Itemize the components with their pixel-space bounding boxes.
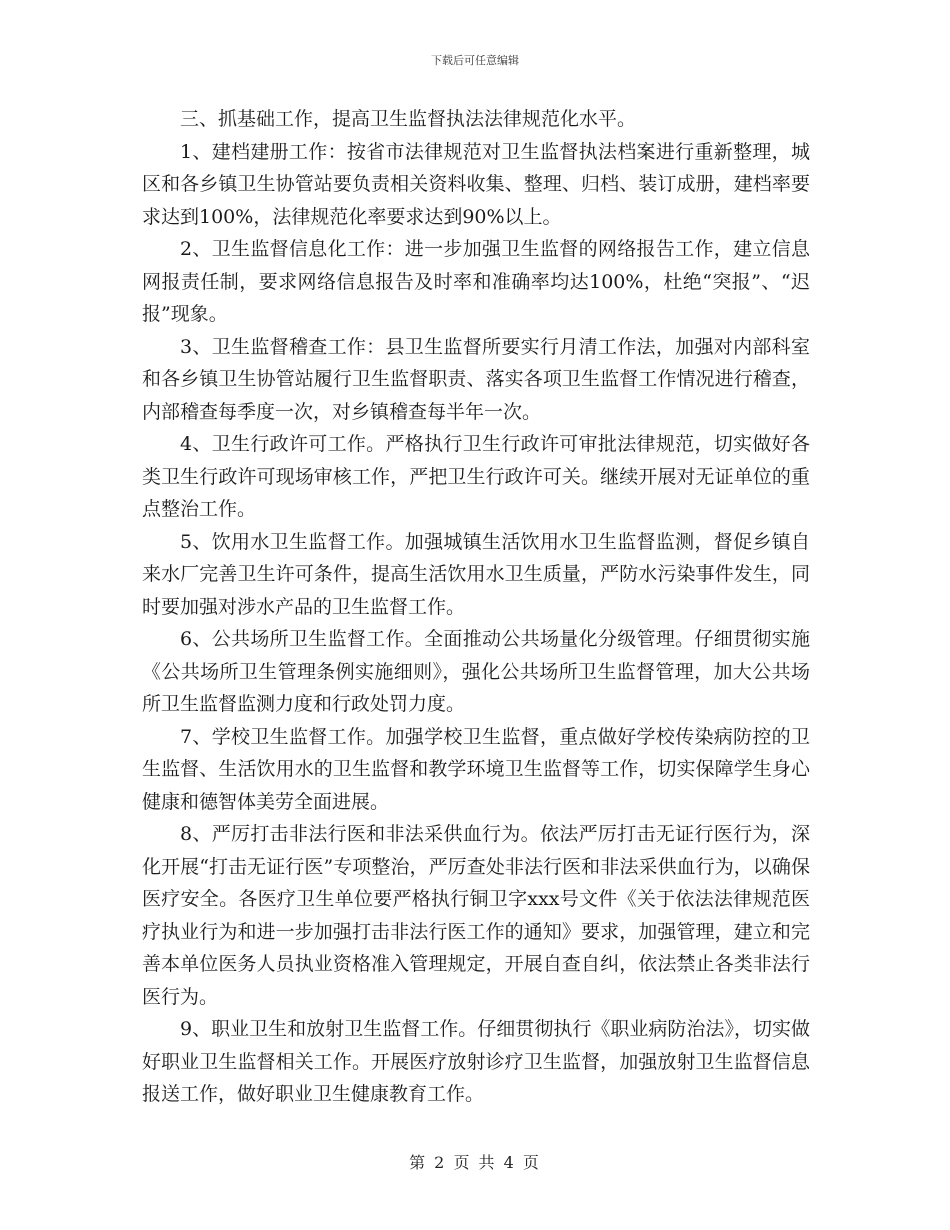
document-body: [142, 103, 810, 1111]
page-number-footer: 第 2 页 共 4 页: [409, 1153, 541, 1172]
paragraph-1: 1、建档建册工作：按省市法律规范对卫生监督执法档案进行重新整理，城区和各乡镇卫生协管站要负责相关资料收集、整理、归档、装订成册，建档率要求达到100%，法律规范化率要求达到90%以上。: [142, 140, 810, 228]
paragraph-5: 5、饮用水卫生监督工作。加强城镇生活饮用水卫生监督监测，督促乡镇自来水厂完善卫生许可条件，提高生活饮用水卫生质量，严防水污染事件发生，同时要加强对涉水产品的卫生监督工作。: [142, 530, 810, 618]
page-header-note: 下载后可任意编辑: [431, 54, 519, 67]
paragraph-9: 9、职业卫生和放射卫生监督工作。仔细贯彻执行《职业病防治法》，切实做好职业卫生监督相关工作。开展医疗放射诊疗卫生监督，加强放射卫生监督信息报送工作，做好职业卫生健康教育工作。: [142, 1018, 810, 1105]
paragraph-3: 3、卫生监督稽查工作：县卫生监督所要实行月清工作法，加强对内部科室和各乡镇卫生协管站履行卫生监督职责、落实各项卫生监督工作情况进行稽查，内部稽查每季度一次，对乡镇稽查每半年一次。: [142, 335, 810, 423]
paragraph-4: 4、卫生行政许可工作。严格执行卫生行政许可审批法律规范，切实做好各类卫生行政许可现场审核工作，严把卫生行政许可关。继续开展对无证单位的重点整治工作。: [142, 433, 810, 520]
paragraph-8: 8、严厉打击非法行医和非法采供血行为。依法严厉打击无证行医行为，深化开展“打击无证行医”专项整治，严厉查处非法行医和非法采供血行为，以确保医疗安全。各医疗卫生单位要严格执行铜卫字xxx号文件《关于依法法律规范医疗执业行为和进一步加强打击非法行医工作的通知》要求，加强管理，建立和完善本单位医务人员执业资格准入管理规定，开展自查自纠，依法禁止各类非法行医行为。: [142, 823, 810, 1008]
paragraph-7: 7、学校卫生监督工作。加强学校卫生监督，重点做好学校传染病防控的卫生监督、生活饮用水的卫生监督和教学环境卫生监督等工作，切实保障学生身心健康和德智体美劳全面进展。: [142, 725, 810, 813]
section-heading: 三、抓基础工作，提高卫生监督执法法律规范化水平。: [180, 108, 637, 130]
paragraph-2: 2、卫生监督信息化工作：进一步加强卫生监督的网络报告工作，建立信息网报责任制，要求网络信息报告及时率和准确率均达100%，杜绝“突报”、“迟报”现象。: [142, 238, 810, 325]
paragraph-6: 6、公共场所卫生监督工作。全面推动公共场量化分级管理。仔细贯彻实施《公共场所卫生管理条例实施细则》，强化公共场所卫生监督管理，加大公共场所卫生监督监测力度和行政处罚力度。: [142, 628, 810, 715]
